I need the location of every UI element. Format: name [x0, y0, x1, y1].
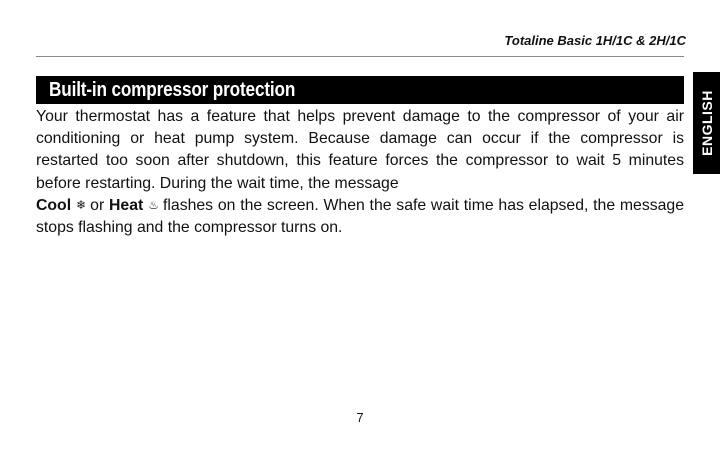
body-text-part-1: Your thermostat has a feature that helps prevent damage to the compressor of your air conditioning or heat pump system. Because damage can occur if the compressor is restarted too soon after shutdown, this feature forces the compressor to wait 5 minutes before restarting. During the wait time, the message — [36, 108, 684, 192]
page-number: 7 — [356, 410, 364, 425]
running-header: Totaline Basic 1H/1C & 2H/1C — [504, 33, 686, 48]
flame-icon: ♨ — [148, 197, 160, 212]
language-tab — [693, 72, 720, 174]
heat-keyword: Heat — [109, 196, 144, 214]
or-text: or — [90, 196, 105, 214]
section-body — [36, 106, 684, 239]
section-heading-bar — [36, 76, 684, 104]
body-text-part-2: flashes on the screen. When the safe wait time has elapsed, the message stops flashing and the compressor turns on. — [36, 196, 684, 237]
header-divider — [36, 56, 684, 57]
language-tab-label: ENGLISH — [698, 90, 715, 156]
cool-keyword: Cool — [36, 196, 72, 214]
section-title: Built-in compressor protection — [49, 78, 296, 101]
snowflake-icon: ❄ — [76, 197, 87, 212]
